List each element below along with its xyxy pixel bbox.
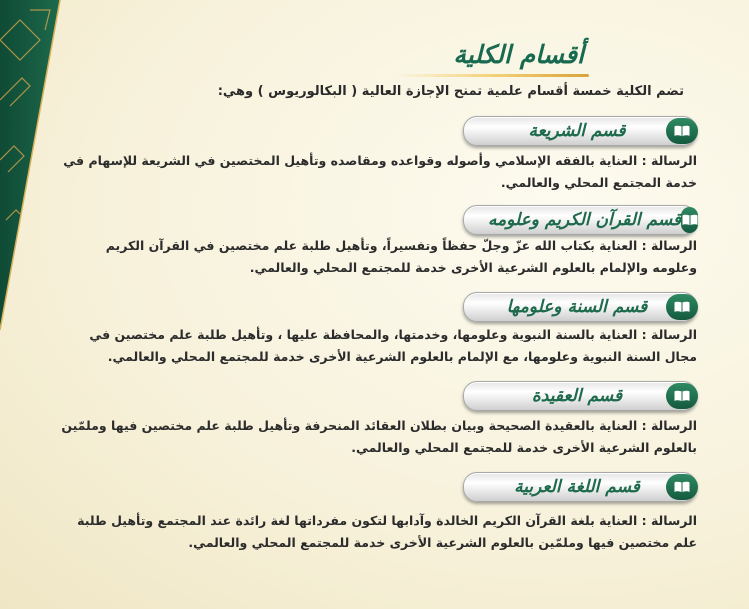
section-header-pill — [463, 205, 697, 235]
section-mission: الرسالة : العناية بكتاب الله عزّ وجلّ حفظاً وتفسيراً، وتأهيل طلبة علم مختصين في القرآن الكريم وعلومه والإلمام بالعلوم الشرعية الأخرى خدمة للمجتمع المحلي والعالمي. — [105, 238, 697, 275]
page-title: أقسام الكلية — [453, 40, 584, 69]
section-header-pill — [463, 292, 697, 322]
section-label: قسم العقيدة — [531, 386, 623, 406]
section-mission: الرسالة : العناية بلغة القرآن الكريم الخالدة وآدابها لتكون مفرداتها لغة رائدة عند المجتمع وتأهيل طلبة علم مختصين فيها وملمّين بالعلوم الشرعية الأخرى خدمة للمجتمع المحلي والعالمي. — [77, 513, 697, 550]
section-label: قسم السنة وعلومها — [506, 297, 648, 317]
intro-text: تضم الكلية خمسة أقسام علمية تمنح الإجازة العالية ( البكالوريوس ) وهي: — [217, 84, 684, 99]
section-mission: الرسالة : العناية بالسنة النبوية وعلومها، وخدمتها، والمحافظة عليها ، وتأهيل طلبة علم مختصين في مجال السنة النبوية وعلومها، مع الإلمام بالعلوم الشرعية الأخرى خدمة للمجتمع المحلي والعالمي. — [89, 327, 697, 364]
open-book-icon — [666, 118, 698, 144]
open-book-icon — [666, 294, 698, 320]
section-header-pill — [463, 116, 697, 146]
open-book-icon — [666, 383, 698, 409]
open-book-icon — [666, 474, 698, 500]
section-label: قسم اللغة العربية — [514, 477, 640, 497]
section-header-pill — [463, 472, 697, 502]
section-header-pill — [463, 381, 697, 411]
open-book-icon — [681, 207, 698, 233]
section-mission: الرسالة : العناية بالفقه الإسلامي وأصوله وقواعده ومقاصده وتأهيل المختصين في الشريعة للإسهام في خدمة المجتمع المحلي والعالمي. — [63, 153, 697, 190]
section-label: قسم القرآن الكريم وعلومه — [488, 210, 682, 230]
title-underline — [394, 74, 589, 77]
section-label: قسم الشريعة — [528, 121, 626, 141]
section-mission: الرسالة : العناية بالعقيدة الصحيحة وبيان بطلان العقائد المنحرفة وتأهيل طلبة علم مختصين فيها وملمّين بالعلوم الشرعية الأخرى خدمة للمجتمع المحلي والعالمي. — [61, 418, 697, 455]
